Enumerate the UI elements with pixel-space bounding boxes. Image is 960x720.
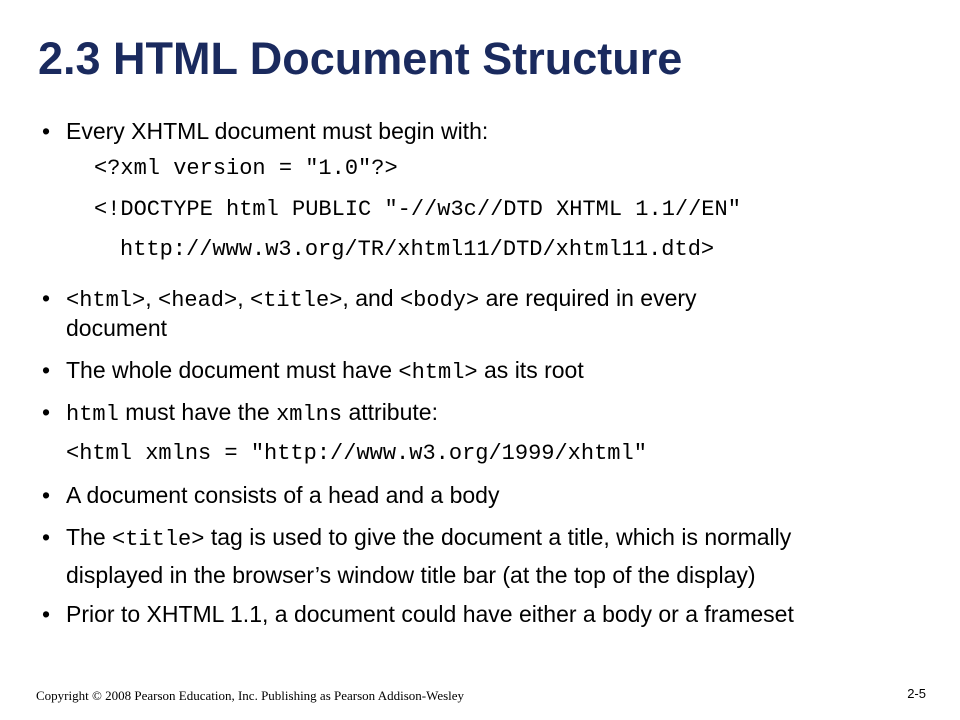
separator: ,: [237, 285, 250, 311]
separator: ,: [145, 285, 158, 311]
head-tag-code: <head>: [158, 288, 238, 313]
title-tag-code: <title>: [250, 288, 343, 313]
bullet-1-text: Every XHTML document must begin with:: [66, 118, 489, 144]
body-tag-code: <body>: [399, 288, 480, 313]
bullet-6-line-1: [66, 523, 791, 554]
bullet-2-line-2: document: [66, 315, 168, 341]
bullet-2-tail: are required in every: [479, 285, 697, 311]
bullet-2-line-1: [66, 284, 697, 315]
slide-title: 2.3 HTML Document Structure: [38, 33, 683, 84]
xmlns-example-code: <html xmlns = "http://www.w3.org/1999/xhtml": [66, 441, 647, 466]
html-root-tag-code: <html>: [398, 360, 478, 385]
slide-number: 2-5: [907, 686, 926, 701]
bullet-6-post: tag is used to give the document a title, which is normally: [204, 524, 792, 550]
bullet-6-pre: The: [66, 524, 113, 550]
html-tag-code: <html>: [66, 288, 146, 313]
bullet-marker: •: [42, 482, 51, 508]
bullet-3-text: [66, 356, 584, 387]
bullet-marker: •: [42, 601, 51, 627]
xml-declaration-code: <?xml version = "1.0"?>: [94, 156, 398, 181]
bullet-4-mid: must have the: [118, 399, 277, 425]
html-element-code: html: [66, 402, 119, 427]
bullet-marker: •: [42, 118, 51, 144]
bullet-marker: •: [42, 524, 51, 550]
bullet-marker: •: [42, 357, 51, 383]
xmlns-attribute-code: xmlns: [276, 402, 343, 427]
title-tag-code: <title>: [112, 527, 205, 552]
dtd-url-code: http://www.w3.org/TR/xhtml11/DTD/xhtml11.dtd>: [120, 237, 715, 262]
bullet-5-text: A document consists of a head and a body: [66, 482, 500, 508]
bullet-6-line-2: displayed in the browser’s window title bar (at the top of the display): [66, 562, 756, 588]
bullet-marker: •: [42, 285, 51, 311]
copyright-footer: Copyright © 2008 Pearson Education, Inc. Publishing as Pearson Addison-Wesley: [36, 688, 465, 703]
bullet-3-post: as its root: [477, 357, 584, 383]
doctype-code: <!DOCTYPE html PUBLIC "-//w3c//DTD XHTML 1.1//EN": [94, 197, 741, 222]
bullet-4-post: attribute:: [342, 399, 438, 425]
bullet-marker: •: [42, 399, 51, 425]
separator: , and: [342, 285, 400, 311]
bullet-3-pre: The whole document must have: [66, 357, 399, 383]
bullet-4-text: [66, 398, 438, 429]
bullet-7-text: Prior to XHTML 1.1, a document could have either a body or a frameset: [66, 601, 794, 627]
